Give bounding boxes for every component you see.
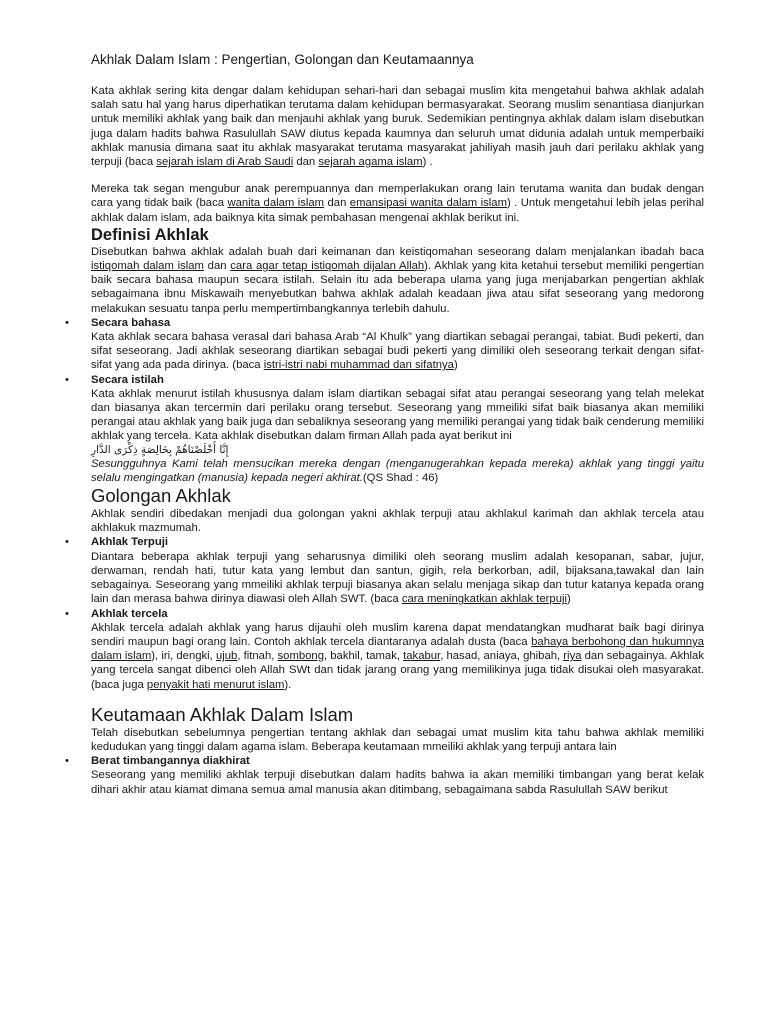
heading-keutamaan-akhlak: Keutamaan Akhlak Dalam Islam xyxy=(91,703,354,725)
keutamaan-intro: Telah disebutkan sebelumnya pengertian tentang akhlak dan sebagai umat muslim kita tahu bahwa akhlak memiliki kedudukan yang tinggi dalam agama islam. Beberapa keutamaan mmeiliki akhlak yang terpuji antara lain xyxy=(91,726,704,753)
link-cara-tetap-istiqomah[interactable]: cara agar tetap istiqomah dijalan Allah xyxy=(230,260,425,273)
verse-translation-text: Sesungguhnya Kami telah mensucikan mereka dengan (menganugerahkan kepada mereka) akhlak yang tinggi yaitu selalu mengingatkan (manusia) kepada negeri akhirat. xyxy=(91,457,704,484)
item-body-secara-istilah: Kata akhlak menurut istilah khususnya dalam islam diartikan sebagai sifat atau perangai seseorang yang telah melekat dan biasanya akan tercermin dari perilaku orang tersebut. Seseorang yang mmeiliki sifat baik biasanya akan memiliki perangai atau akhlak yang baik juga dan sebaliknya seseorang yang memiliki perangai yang tidak baik cenderung memiliki akhlak yang tercela. Kata akhlak disebutkan dalam firman Allah pada ayat berikut ini xyxy=(91,387,704,443)
link-bahaya-berbohong[interactable]: bahaya berbohong dan hukumnya dalam islam xyxy=(91,635,704,663)
tercela-text-5: , hasad, aniaya, ghibah, xyxy=(440,650,564,663)
link-sombong[interactable]: sombong xyxy=(277,650,324,663)
link-sejarah-agama-islam[interactable]: sejarah agama islam xyxy=(318,156,423,169)
bullet-icon: • xyxy=(65,373,69,386)
link-riya[interactable]: riya xyxy=(563,650,582,663)
akhlak-terpuji-text-2: ) xyxy=(567,593,571,606)
item-title-secara-bahasa: Secara bahasa xyxy=(91,316,171,329)
item-body-secara-bahasa xyxy=(91,330,704,373)
bullet-icon: • xyxy=(65,536,69,549)
link-takabur[interactable]: takabur xyxy=(403,650,441,663)
list-item-secara-istilah xyxy=(65,373,704,485)
tercela-text-4: , bakhil, tamak, xyxy=(324,650,404,663)
bullet-icon: • xyxy=(65,755,69,768)
golongan-intro: Akhlak sendiri dibedakan menjadi dua golongan yakni akhlak terpuji atau akhlakul karimah dan akhlak tercela atau akhlakuk mazmumah. xyxy=(91,508,704,535)
item-title-akhlak-terpuji: Akhlak Terpuji xyxy=(91,536,169,549)
definisi-text-1: Disebutkan bahwa akhlak adalah buah dari keimanan dan keistiqomahan seseorang dalam menjalankan ibadah baca xyxy=(91,245,704,258)
second-paragraph xyxy=(91,182,704,225)
heading-golongan-akhlak: Golongan Akhlak xyxy=(91,485,231,507)
tercela-text-1: Akhlak tercela adalah akhlak yang harus dijauhi oleh muslim karena dapat mendatangkan mudharat baik bagi dirinya sendiri maupun bagi orang lain. Contoh akhlak tercela diantaranya adalah dusta (baca xyxy=(91,621,704,648)
list-item-secara-bahasa xyxy=(65,316,704,373)
definisi-paragraph xyxy=(91,245,704,316)
item-body-akhlak-terpuji xyxy=(91,550,704,607)
document-title: Akhlak Dalam Islam : Pengertian, Golongan dan Keutamaannya xyxy=(91,52,474,67)
intro-paragraph xyxy=(91,84,704,169)
bullet-icon: • xyxy=(65,607,69,620)
heading-definisi-akhlak: Definisi Akhlak xyxy=(91,225,209,244)
definisi-text-3: ). Akhlak yang kita ketahui tersebut memiliki pengertian baik secara bahasa maupun secara istilah. Selain itu ada beberapa ulama yang juga menjabarkan pengertian akhlak sebagaimana ibnu Miskawaih menyebutkan bahwa akhlak adalah keadaan jiwa atau sifat seseorang yang medorong melakukan sesuatu tanpa perlu mempertimbangkannya terlebih dahulu. xyxy=(91,260,704,315)
tercela-text-2: ), iri, dengki, xyxy=(151,650,216,663)
intro-text-1: Kata akhlak sering kita dengar dalam kehidupan sehari-hari dan sebagai muslim kita mengetahui bahwa akhlak adalah salah satu hal yang harus diperhatikan terutama dalam kehidupan bermasyarakat. Seorang muslim senantiasa dianjurkan untuk memiliki akhlak yang baik dan menjauhi akhlak yang buruk. Sedemikian pentingnya akhlak dalam islam disebutkan juga dalam hadits bahwa Rasulullah SAW diutus kepada kaumnya dan seluruh umat didunia adalah untuk memperbaiki akhlak manusia dimana saat itu akhlak masyarakat terutama masyarakat jahiliyah masih jauh dari perilaku akhlak yang terpuji (baca xyxy=(91,85,704,169)
secara-bahasa-text-2: ) xyxy=(453,359,458,372)
tercela-text-7: ). xyxy=(284,678,292,691)
link-ujub[interactable]: ujub xyxy=(215,650,238,663)
item-title-berat-timbangan: Berat timbangannya diakhirat xyxy=(91,755,250,768)
item-body-akhlak-tercela xyxy=(91,621,704,692)
list-item-berat-timbangan xyxy=(65,754,704,797)
link-istiqomah-dalam-islam[interactable]: istiqomah dalam islam xyxy=(91,260,204,273)
intro-text-2: dan xyxy=(293,156,319,169)
link-wanita-dalam-islam[interactable]: wanita dalam islam xyxy=(227,197,325,210)
verse-reference: (QS Shad : 46) xyxy=(362,471,439,484)
para2-text-3: ) . Untuk mengetahui lebih jelas perihal akhlak dalam islam, ada baiknya kita simak pembahasan mengenai akhlak berikut ini. xyxy=(91,197,705,224)
item-title-secara-istilah: Secara istilah xyxy=(91,373,164,386)
definisi-text-2: dan xyxy=(203,260,231,273)
arabic-verse xyxy=(91,444,704,457)
link-istri-istri-nabi[interactable]: istri-istri nabi muhammad dan sifatnya xyxy=(263,359,454,372)
link-penyakit-hati[interactable]: penyakit hati menurut islam xyxy=(146,678,285,691)
intro-text-3: ) . xyxy=(422,156,433,169)
para2-text-2: dan xyxy=(324,197,350,210)
verse-translation xyxy=(91,457,704,485)
secara-bahasa-text: Kata akhlak secara bahasa verasal dari bahasa Arab “Al Khulk” yang diartikan sebagai perangai, tabiat. Budi pekerti, dan sifat seseorang. Jadi akhlak seseorang diartikan sebagai budi pekerti yang dimiliki oleh seseorang terkait dengan sifat-sifat yang ada pada dirinya. (baca xyxy=(91,331,704,372)
link-sejarah-islam-arab-saudi[interactable]: sejarah islam di Arab Saudi xyxy=(156,156,294,169)
para2-text-1: Mereka tak segan mengubur anak perempuannya dan memperlakukan orang lain terutama wanita dan budak dengan cara yang tidak baik (baca xyxy=(91,183,704,210)
akhlak-terpuji-text: Diantara beberapa akhlak terpuji yang seharusnya dimiliki oleh seorang muslim adalah kesopanan, sabar, jujur, derwaman, rendah hati, tutur kata yang lembut dan santun, gigih, rela berkorban, adil, bijaksana,tawakal dan lain sebagainya. Seseorang yang mmeiliki akhlak terpuji biasanya akan selalu menjaga sikap dan tutur katanya kepada orang lain dan merasa bahwa dirinya diawasi oleh Allah SWT. (baca xyxy=(91,550,704,606)
list-item-akhlak-tercela xyxy=(65,607,704,692)
tercela-text-6: dan sebagainya. Akhlak yang tercela sangat dibenci oleh Allah SWt dan tidak jarang orang yang memilikinya juga tidak disukai oleh masyarakat. (baca juga xyxy=(91,650,704,691)
bullet-icon: • xyxy=(65,316,69,329)
link-cara-meningkatkan-akhlak[interactable]: cara meningkatkan akhlak terpuji xyxy=(401,593,567,606)
arabic-verse-text: إِنَّا أَخْلَصْنَاهُمْ بِخَالِصَةٍ ذِكْرَى الدَّارِ xyxy=(91,443,229,456)
link-emansipasi-wanita[interactable]: emansipasi wanita dalam islam xyxy=(349,197,507,210)
tercela-text-3: , fitnah, xyxy=(237,650,278,663)
item-body-berat-timbangan: Seseorang yang memiliki akhlak terpuji disebutkan dalam hadits bahwa ia akan memiliki timbangan yang berat kelak dihari akhir atau kiamat dimana semua amal manusia akan ditimbang, sebagaimana sabda Rasulullah SAW berikut xyxy=(91,769,704,796)
item-title-akhlak-tercela: Akhlak tercela xyxy=(91,607,168,620)
list-item-akhlak-terpuji xyxy=(65,535,704,606)
